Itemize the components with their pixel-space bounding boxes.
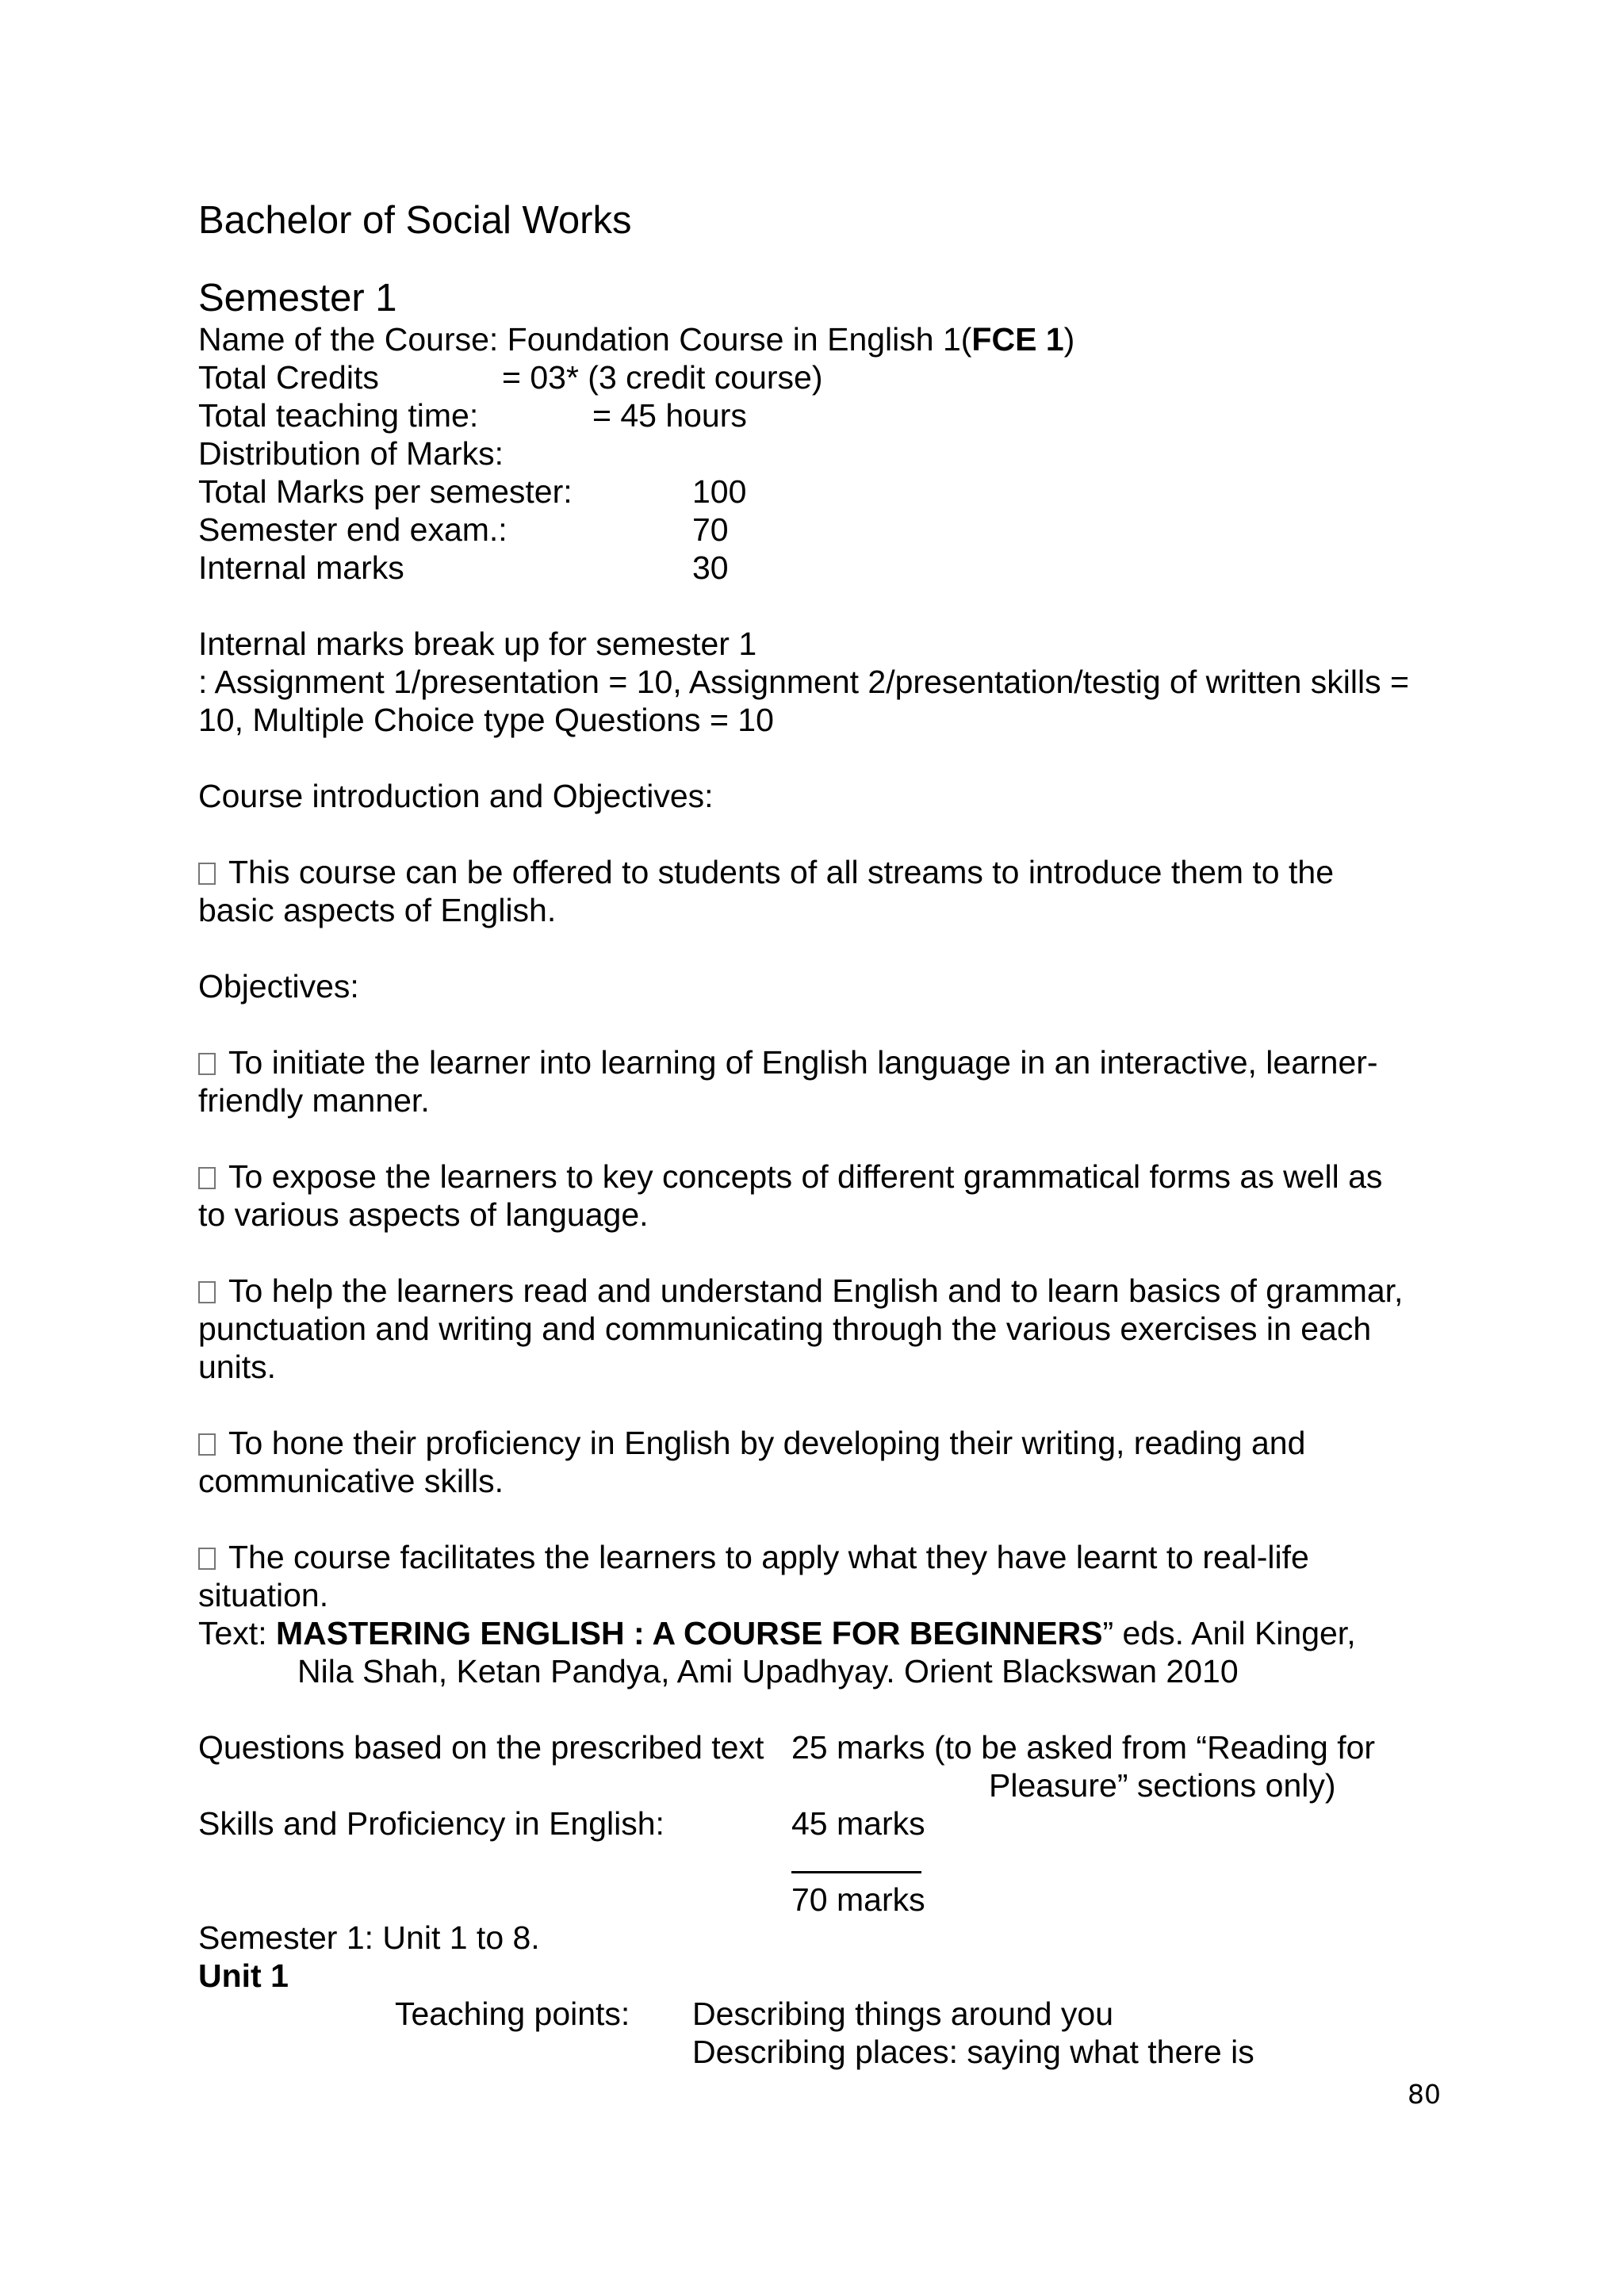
checkbox-bullet-icon <box>198 1281 216 1303</box>
course-name-prefix: Name of the Course: Foundation Course in English 1( <box>198 321 972 358</box>
objective-3-text: To help the learners read and understand English and to learn basics of grammar, <box>228 1272 1404 1309</box>
objective-2-text: To expose the learners to key concepts of different grammatical forms as well as <box>228 1158 1383 1195</box>
objective-3-line1 <box>198 1272 1403 1310</box>
marks-total-label: Total Marks per semester: <box>198 473 573 510</box>
objective-5-text: The course facilitates the learners to apply what they have learnt to real-life <box>228 1539 1309 1575</box>
marks-split-row2-label: Skills and Proficiency in English: <box>198 1805 665 1842</box>
page-number: 80 <box>1408 2079 1441 2110</box>
teaching-point-1: Describing things around you <box>692 1996 1114 2032</box>
credits-value: = 03* (3 credit course) <box>502 359 823 396</box>
total-underline <box>791 1871 921 1873</box>
objective-1-line2: friendly manner. <box>198 1082 430 1119</box>
marks-internal-label: Internal marks <box>198 549 404 586</box>
course-name-suffix: ) <box>1063 321 1075 358</box>
objective-4-line2: communicative skills. <box>198 1463 504 1499</box>
objective-2-line2: to various aspects of language. <box>198 1196 649 1233</box>
objectives-heading: Objectives: <box>198 968 359 1004</box>
checkbox-bullet-icon <box>198 1548 216 1570</box>
marks-split-row1-label: Questions based on the prescribed text <box>198 1729 764 1766</box>
objective-5-line2: situation. <box>198 1577 329 1613</box>
marks-total-value: 100 <box>692 473 747 510</box>
text-reference-suffix: ” eds. Anil Kinger, <box>1102 1615 1356 1651</box>
objective-4-line1 <box>198 1424 1305 1462</box>
text-reference-title: MASTERING ENGLISH : A COURSE FOR BEGINNERS <box>275 1615 1103 1651</box>
course-name <box>198 320 1074 358</box>
teaching-time-value: = 45 hours <box>592 397 747 434</box>
marks-exam-label: Semester end exam.: <box>198 511 508 548</box>
checkbox-bullet-icon <box>198 1053 216 1075</box>
objective-1-line1 <box>198 1043 1378 1081</box>
distribution-label: Distribution of Marks: <box>198 435 504 472</box>
checkbox-bullet-icon <box>198 1433 216 1456</box>
semester-title: Semester 1 <box>198 277 397 320</box>
units-range: Semester 1: Unit 1 to 8. <box>198 1919 540 1956</box>
text-reference-line2: Nila Shah, Ketan Pandya, Ami Upadhyay. Orient Blackswan 2010 <box>297 1653 1239 1689</box>
objective-1-text: To initiate the learner into learning of English language in an interactive, learner- <box>228 1044 1378 1081</box>
objective-5-line1 <box>198 1538 1309 1576</box>
internal-breakup-line2: 10, Multiple Choice type Questions = 10 <box>198 702 774 738</box>
objective-3-line3: units. <box>198 1349 276 1385</box>
marks-split-row2-value: 45 marks <box>791 1805 925 1842</box>
internal-breakup-line1: : Assignment 1/presentation = 10, Assignment 2/presentation/testig of written skills = <box>198 664 1409 700</box>
intro-heading: Course introduction and Objectives: <box>198 778 714 814</box>
text-reference <box>198 1614 1356 1652</box>
objective-2-line1 <box>198 1158 1382 1196</box>
teaching-point-2: Describing places: saying what there is <box>692 2034 1254 2070</box>
marks-exam-value: 70 <box>692 511 729 548</box>
intro-bullet-line2: basic aspects of English. <box>198 892 557 928</box>
checkbox-bullet-icon <box>198 1167 216 1189</box>
text-reference-prefix: Text: <box>198 1615 276 1651</box>
marks-split-row1-value-cont: Pleasure” sections only) <box>989 1767 1336 1804</box>
program-title: Bachelor of Social Works <box>198 199 632 242</box>
teaching-time-label: Total teaching time: <box>198 397 479 434</box>
teaching-points-label: Teaching points: <box>395 1996 630 2032</box>
objective-3-line2: punctuation and writing and communicating through the various exercises in each <box>198 1311 1372 1347</box>
intro-bullet-text: This course can be offered to students of all streams to introduce them to the <box>228 854 1334 890</box>
internal-breakup-heading: Internal marks break up for semester 1 <box>198 626 757 662</box>
marks-split-row1-value: 25 marks (to be asked from “Reading for <box>791 1729 1376 1766</box>
intro-bullet-line1 <box>198 853 1334 891</box>
course-code: FCE 1 <box>971 321 1064 358</box>
objective-4-text: To hone their proficiency in English by developing their writing, reading and <box>228 1425 1306 1461</box>
credits-label: Total Credits <box>198 359 379 396</box>
marks-internal-value: 30 <box>692 549 729 586</box>
marks-split-total: 70 marks <box>791 1881 925 1918</box>
checkbox-bullet-icon <box>198 863 216 885</box>
unit-heading: Unit 1 <box>198 1957 289 1994</box>
